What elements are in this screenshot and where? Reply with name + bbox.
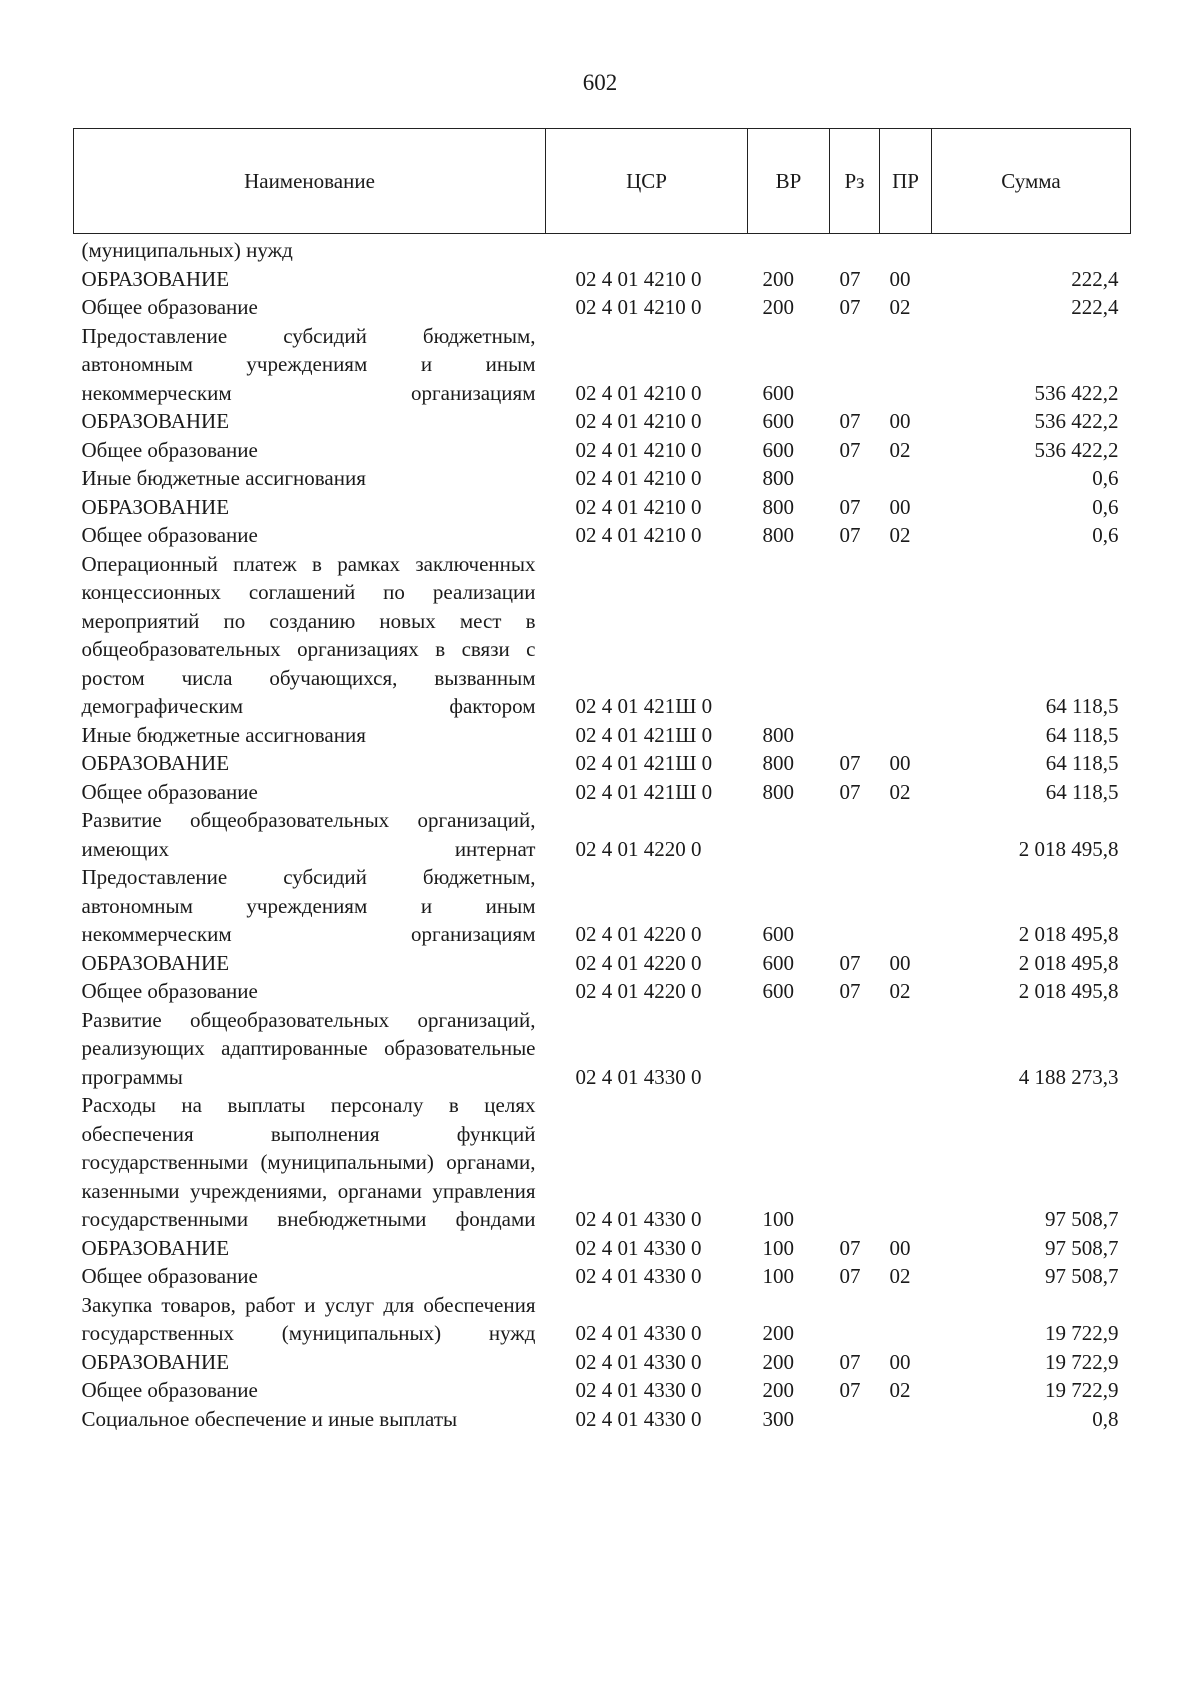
cell-vr: 600 bbox=[762, 950, 794, 975]
cell-vr bbox=[748, 806, 830, 863]
cell-rz: 07 bbox=[839, 1235, 861, 1260]
header-name: Наименование bbox=[74, 129, 546, 234]
cell-pr bbox=[880, 1091, 932, 1234]
header-sum: Сумма bbox=[932, 129, 1131, 234]
cell-name: Социальное обеспечение и иные выплаты bbox=[81, 1406, 458, 1431]
cell-csr: 02 4 01 4220 0 bbox=[575, 950, 702, 975]
cell-rz bbox=[830, 550, 880, 721]
table-row bbox=[74, 521, 1131, 550]
cell-name: (муниципальных) нужд bbox=[81, 238, 293, 262]
cell-csr: 02 4 01 4210 0 bbox=[575, 380, 702, 405]
cell-sum: 19 722,9 bbox=[1045, 1321, 1119, 1345]
table-row bbox=[74, 1348, 1131, 1377]
cell-rz: 07 bbox=[839, 1264, 861, 1288]
cell-csr: 02 4 01 4210 0 bbox=[575, 266, 702, 291]
cell-csr: 02 4 01 4210 0 bbox=[575, 494, 702, 519]
table-row bbox=[74, 1405, 1131, 1434]
cell-vr: 800 bbox=[762, 779, 794, 804]
header-csr: ЦСР bbox=[546, 129, 748, 234]
cell-name: ОБРАЗОВАНИЕ bbox=[81, 494, 230, 519]
cell-pr bbox=[880, 550, 932, 721]
cell-pr: 00 bbox=[889, 266, 911, 291]
table-row bbox=[74, 464, 1131, 493]
cell-vr: 100 bbox=[762, 1264, 794, 1288]
cell-sum: 2 018 495,8 bbox=[1018, 922, 1119, 946]
table-row bbox=[74, 436, 1131, 465]
cell-csr: 02 4 01 4210 0 bbox=[575, 295, 702, 319]
cell-name: Иные бюджетные ассигнования bbox=[81, 466, 366, 490]
cell-rz: 07 bbox=[839, 1349, 861, 1374]
cell-rz bbox=[830, 234, 880, 265]
cell-pr: 02 bbox=[889, 779, 911, 804]
cell-rz: 07 bbox=[839, 494, 861, 519]
cell-sum bbox=[932, 234, 1131, 265]
cell-name: Общее образование bbox=[81, 1378, 258, 1402]
cell-rz: 07 bbox=[839, 979, 861, 1003]
table-header bbox=[74, 129, 1131, 234]
cell-name: ОБРАЗОВАНИЕ bbox=[81, 950, 230, 975]
table-row bbox=[74, 322, 1131, 408]
cell-pr: 02 bbox=[889, 1378, 911, 1402]
cell-rz bbox=[830, 464, 880, 493]
cell-pr bbox=[880, 863, 932, 949]
cell-pr: 00 bbox=[889, 1349, 911, 1374]
cell-name: ОБРАЗОВАНИЕ bbox=[81, 1349, 230, 1374]
table-row bbox=[74, 749, 1131, 778]
cell-name: Общее образование bbox=[81, 1264, 258, 1288]
cell-vr: 600 bbox=[762, 979, 794, 1003]
cell-name: Развитие общеобразовательных организаций, имеющих интернат bbox=[81, 808, 536, 861]
cell-sum: 536 422,2 bbox=[1034, 409, 1119, 433]
cell-name: Общее образование bbox=[81, 779, 258, 804]
table-row bbox=[74, 407, 1131, 436]
cell-name: Общее образование bbox=[81, 295, 258, 319]
table-row bbox=[74, 721, 1131, 750]
cell-vr: 600 bbox=[762, 380, 794, 405]
cell-vr: 100 bbox=[762, 1207, 794, 1231]
cell-vr: 800 bbox=[762, 466, 794, 490]
cell-name: Расходы на выплаты персоналу в целях обеспечения выполнения функций государственными (муниципальными) органами, казенными учреждениями, органами управления государственными внебюджетными фондами bbox=[81, 1093, 536, 1231]
cell-pr: 00 bbox=[889, 409, 911, 433]
cell-sum: 0,8 bbox=[1092, 1406, 1119, 1431]
header-vr: ВР bbox=[748, 129, 830, 234]
cell-name: ОБРАЗОВАНИЕ bbox=[81, 751, 230, 775]
table-row bbox=[74, 1091, 1131, 1234]
cell-vr: 200 bbox=[762, 1321, 794, 1345]
cell-pr: 02 bbox=[889, 979, 911, 1003]
cell-rz bbox=[830, 1006, 880, 1092]
cell-sum: 2 018 495,8 bbox=[1018, 950, 1119, 975]
cell-pr: 00 bbox=[889, 950, 911, 975]
cell-sum: 222,4 bbox=[1071, 266, 1119, 291]
cell-pr bbox=[880, 464, 932, 493]
cell-pr: 00 bbox=[889, 1235, 911, 1260]
cell-csr: 02 4 01 421Ш 0 bbox=[575, 751, 713, 775]
cell-sum: 64 118,5 bbox=[1045, 779, 1119, 804]
table-row bbox=[74, 1234, 1131, 1263]
table-row bbox=[74, 1262, 1131, 1291]
cell-csr: 02 4 01 4330 0 bbox=[575, 1064, 702, 1089]
cell-vr: 200 bbox=[762, 1349, 794, 1374]
cell-sum: 536 422,2 bbox=[1034, 437, 1119, 462]
cell-sum: 64 118,5 bbox=[1045, 722, 1119, 747]
cell-name: Развитие общеобразовательных организаций, реализующих адаптированные образовательные программы bbox=[81, 1007, 536, 1089]
table-row bbox=[74, 1376, 1131, 1405]
cell-csr: 02 4 01 421Ш 0 bbox=[575, 779, 713, 804]
table-row bbox=[74, 493, 1131, 522]
cell-name: Предоставление субсидий бюджетным, автономным учреждениям и иным некоммерческим организациям bbox=[81, 865, 536, 946]
cell-rz: 07 bbox=[839, 1378, 861, 1402]
cell-csr: 02 4 01 4330 0 bbox=[575, 1207, 702, 1231]
cell-pr bbox=[880, 721, 932, 750]
cell-rz bbox=[830, 1091, 880, 1234]
cell-pr bbox=[880, 234, 932, 265]
cell-pr: 02 bbox=[889, 295, 911, 319]
cell-vr bbox=[748, 234, 830, 265]
cell-pr bbox=[880, 1006, 932, 1092]
header-pr: ПР bbox=[880, 129, 932, 234]
table-row bbox=[74, 234, 1131, 265]
cell-csr: 02 4 01 4220 0 bbox=[575, 836, 702, 861]
cell-name: Закупка товаров, работ и услуг для обеспечения государственных (муниципальных) нужд bbox=[81, 1292, 536, 1345]
cell-sum: 2 018 495,8 bbox=[1018, 836, 1119, 861]
cell-vr: 200 bbox=[762, 295, 794, 319]
cell-rz: 07 bbox=[839, 295, 861, 319]
cell-pr bbox=[880, 1405, 932, 1434]
table-row bbox=[74, 806, 1131, 863]
cell-csr: 02 4 01 4210 0 bbox=[575, 523, 702, 547]
cell-name: Общее образование bbox=[81, 523, 258, 547]
cell-csr: 02 4 01 4330 0 bbox=[575, 1321, 702, 1345]
table-row bbox=[74, 949, 1131, 978]
cell-csr: 02 4 01 4220 0 bbox=[575, 979, 702, 1003]
cell-csr: 02 4 01 4330 0 bbox=[575, 1264, 702, 1288]
cell-sum: 2 018 495,8 bbox=[1018, 979, 1119, 1003]
cell-sum: 4 188 273,3 bbox=[1018, 1064, 1119, 1089]
table-row bbox=[74, 977, 1131, 1006]
cell-name: ОБРАЗОВАНИЕ bbox=[81, 409, 230, 433]
cell-pr: 00 bbox=[889, 494, 911, 519]
cell-vr bbox=[748, 1006, 830, 1092]
cell-rz bbox=[830, 721, 880, 750]
cell-csr: 02 4 01 4210 0 bbox=[575, 409, 702, 433]
cell-name: Общее образование bbox=[81, 979, 258, 1003]
table-body bbox=[74, 234, 1131, 1434]
budget-table bbox=[73, 128, 1131, 1433]
cell-pr: 02 bbox=[889, 437, 911, 462]
cell-sum: 19 722,9 bbox=[1045, 1378, 1119, 1402]
cell-rz: 07 bbox=[839, 779, 861, 804]
cell-csr: 02 4 01 421Ш 0 bbox=[575, 722, 713, 747]
cell-rz bbox=[830, 322, 880, 408]
cell-sum: 97 508,7 bbox=[1045, 1235, 1119, 1260]
header-rz: Рз bbox=[830, 129, 880, 234]
cell-vr: 100 bbox=[762, 1235, 794, 1260]
cell-vr: 200 bbox=[762, 1378, 794, 1402]
cell-sum: 0,6 bbox=[1092, 466, 1119, 490]
cell-vr: 800 bbox=[762, 722, 794, 747]
page-number: 602 bbox=[582, 70, 618, 95]
cell-rz bbox=[830, 1291, 880, 1348]
cell-vr: 800 bbox=[762, 751, 794, 775]
cell-vr: 800 bbox=[762, 494, 794, 519]
cell-rz bbox=[830, 806, 880, 863]
cell-pr: 02 bbox=[889, 1264, 911, 1288]
cell-rz bbox=[830, 1405, 880, 1434]
cell-vr: 600 bbox=[762, 409, 794, 433]
cell-name: ОБРАЗОВАНИЕ bbox=[81, 1235, 230, 1260]
cell-pr: 02 bbox=[889, 523, 911, 547]
cell-sum: 64 118,5 bbox=[1045, 694, 1119, 718]
cell-rz: 07 bbox=[839, 950, 861, 975]
cell-sum: 0,6 bbox=[1092, 494, 1119, 519]
table-row bbox=[74, 1291, 1131, 1348]
cell-pr: 00 bbox=[889, 751, 911, 775]
cell-rz: 07 bbox=[839, 266, 861, 291]
cell-name: ОБРАЗОВАНИЕ bbox=[81, 266, 230, 291]
cell-rz: 07 bbox=[839, 409, 861, 433]
cell-vr: 600 bbox=[762, 437, 794, 462]
cell-rz bbox=[830, 863, 880, 949]
table-row bbox=[74, 778, 1131, 807]
table-row bbox=[74, 550, 1131, 721]
cell-rz: 07 bbox=[839, 437, 861, 462]
cell-vr: 600 bbox=[762, 922, 794, 946]
cell-csr: 02 4 01 421Ш 0 bbox=[575, 694, 713, 718]
cell-csr: 02 4 01 4330 0 bbox=[575, 1349, 702, 1374]
table-row bbox=[74, 265, 1131, 294]
cell-vr: 200 bbox=[762, 266, 794, 291]
cell-rz: 07 bbox=[839, 523, 861, 547]
cell-csr: 02 4 01 4210 0 bbox=[575, 437, 702, 462]
cell-csr bbox=[546, 234, 748, 265]
cell-pr bbox=[880, 322, 932, 408]
cell-pr bbox=[880, 1291, 932, 1348]
table-row bbox=[74, 863, 1131, 949]
cell-name: Общее образование bbox=[81, 437, 258, 462]
cell-sum: 19 722,9 bbox=[1045, 1349, 1119, 1374]
cell-sum: 97 508,7 bbox=[1045, 1264, 1119, 1288]
cell-pr bbox=[880, 806, 932, 863]
cell-vr: 800 bbox=[762, 523, 794, 547]
table-row bbox=[74, 293, 1131, 322]
cell-csr: 02 4 01 4330 0 bbox=[575, 1406, 702, 1431]
cell-sum: 536 422,2 bbox=[1034, 380, 1119, 405]
cell-vr: 300 bbox=[762, 1406, 794, 1431]
cell-sum: 0,6 bbox=[1092, 523, 1119, 547]
cell-name: Иные бюджетные ассигнования bbox=[81, 722, 366, 747]
cell-name: Предоставление субсидий бюджетным, автономным учреждениям и иным некоммерческим организациям bbox=[81, 323, 536, 405]
cell-name: Операционный платеж в рамках заключенных концессионных соглашений по реализации мероприятий по созданию новых мест в общеобразовательных организациях в связи с ростом числа обучающихся, вызванным демографическим фактором bbox=[81, 551, 536, 718]
cell-csr: 02 4 01 4330 0 bbox=[575, 1235, 702, 1260]
cell-sum: 97 508,7 bbox=[1045, 1207, 1119, 1231]
cell-sum: 64 118,5 bbox=[1045, 751, 1119, 775]
cell-csr: 02 4 01 4210 0 bbox=[575, 466, 702, 490]
cell-rz: 07 bbox=[839, 751, 861, 775]
cell-csr: 02 4 01 4330 0 bbox=[575, 1378, 702, 1402]
table-row bbox=[74, 1006, 1131, 1092]
cell-vr bbox=[748, 550, 830, 721]
cell-csr: 02 4 01 4220 0 bbox=[575, 922, 702, 946]
cell-sum: 222,4 bbox=[1071, 295, 1119, 319]
